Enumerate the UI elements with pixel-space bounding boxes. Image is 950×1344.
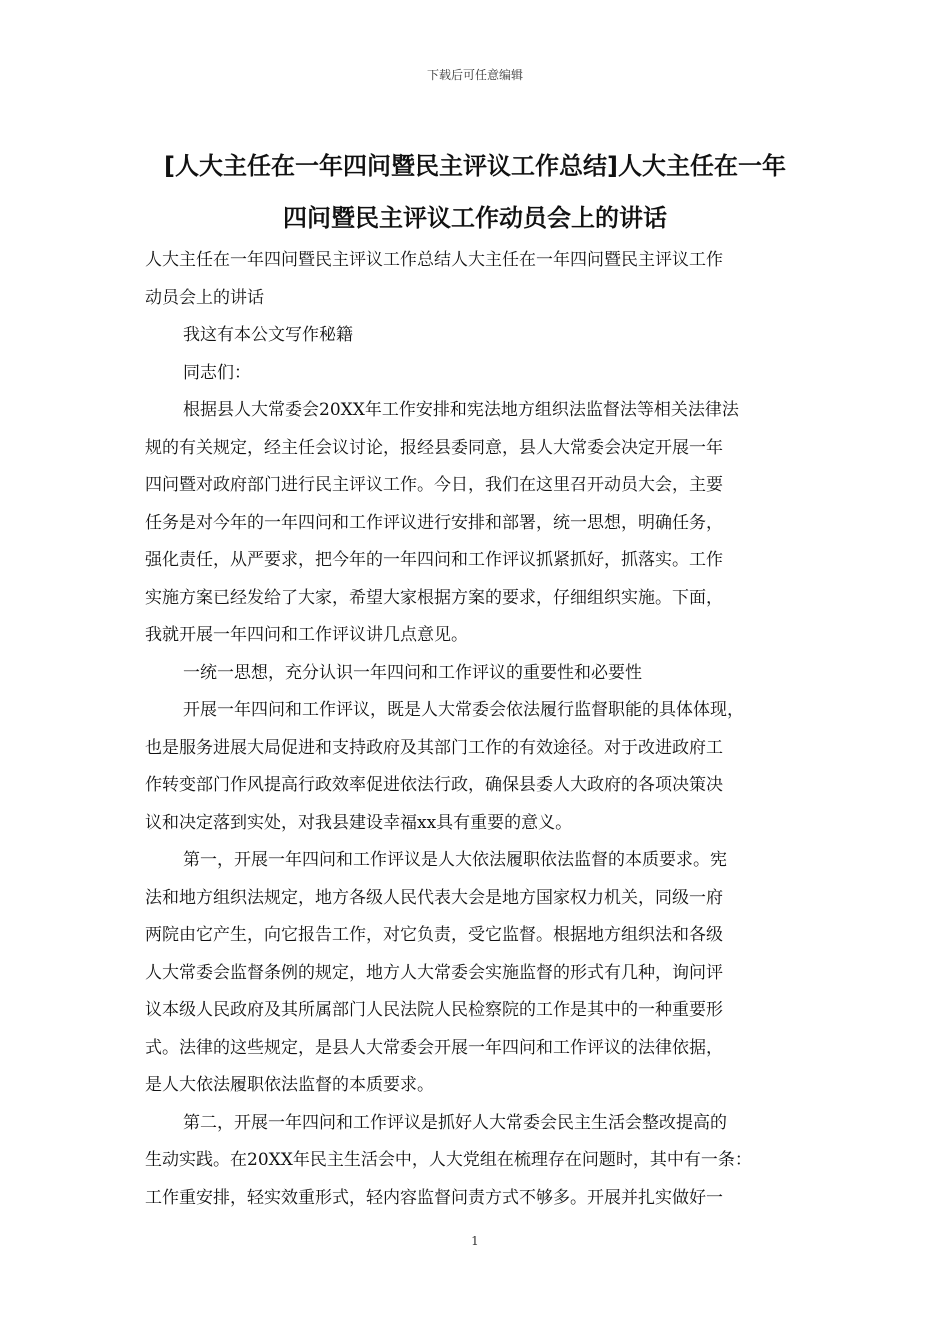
paragraph xyxy=(145,317,815,355)
paragraph xyxy=(145,392,815,655)
title-line: [人大主任在一年四问暨民主评议工作总结]人大主任在一年 xyxy=(164,152,786,180)
text-line: 人大主任在一年四问暨民主评议工作总结人大主任在一年四问暨民主评议工作 xyxy=(145,250,723,270)
text-line: 同志们： xyxy=(183,362,251,383)
text-line: 议本级人民政府及其所属部门人民法院人民检察院的工作是其中的一种重要形 xyxy=(145,1000,723,1020)
text-line: 议和决定落到实处，对我县建设幸福xx具有重要的意义。 xyxy=(145,812,573,833)
text-line: 我就开展一年四问和工作评议讲几点意见。 xyxy=(145,625,468,645)
text-line: 强化责任，从严要求，把今年的一年四问和工作评议抓紧抓好，抓落实。工作 xyxy=(145,550,723,570)
text-line: 四问暨对政府部门进行民主评议工作。今日，我们在这里召开动员大会，主要 xyxy=(145,475,723,495)
text-line: 式。法律的这些规定，是县人大常委会开展一年四问和工作评议的法律依据， xyxy=(145,1037,723,1058)
paragraph xyxy=(145,355,815,393)
text-line: 第一，开展一年四问和工作评议是人大依法履职依法监督的本质要求。宪 xyxy=(183,850,727,870)
text-line: 也是服务进展大局促进和支持政府及其部门工作的有效途径。对于改进政府工 xyxy=(145,737,723,758)
text-line: 法和地方组织法规定，地方各级人民代表大会是地方国家权力机关，同级一府 xyxy=(145,887,723,908)
text-line: 人大常委会监督条例的规定，地方人大常委会实施监督的形式有几种，询问评 xyxy=(145,962,723,983)
text-line: 生动实践。在20XX年民主生活会中，人大党组在梳理存在问题时，其中有一条： xyxy=(145,1150,752,1170)
text-line: 我这有本公文写作秘籍 xyxy=(183,325,353,345)
text-line: 实施方案已经发给了大家，希望大家根据方案的要求，仔细组织实施。下面， xyxy=(145,587,723,608)
text-line: 工作重安排，轻实效重形式，轻内容监督问责方式不够多。开展并扎实做好一 xyxy=(145,1187,723,1208)
paragraph xyxy=(145,692,815,842)
paragraph xyxy=(145,842,815,1105)
text-line: 任务是对今年的一年四问和工作评议进行安排和部署，统一思想，明确任务， xyxy=(145,512,723,533)
title-line: 四问暨民主评议工作动员会上的讲话 xyxy=(283,204,667,232)
text-line: 一统一思想，充分认识一年四问和工作评议的重要性和必要性 xyxy=(183,662,642,683)
text-line: 开展一年四问和工作评议，既是人大常委会依法履行监督职能的具体体现， xyxy=(183,700,744,720)
text-line: 第二，开展一年四问和工作评议是抓好人大常委会民主生活会整改提高的 xyxy=(183,1112,727,1133)
text-line: 两院由它产生，向它报告工作，对它负责，受它监督。根据地方组织法和各级 xyxy=(145,925,723,945)
document-title xyxy=(140,140,810,244)
paragraph xyxy=(145,1105,815,1218)
text-line: 根据县人大常委会20XX年工作安排和宪法地方组织法监督法等相关法律法 xyxy=(183,400,739,420)
text-line: 动员会上的讲话 xyxy=(145,287,264,308)
document-body xyxy=(145,242,815,1217)
text-line: 规的有关规定，经主任会议讨论，报经县委同意，县人大常委会决定开展一年 xyxy=(145,437,723,458)
header-note: 下载后可任意编辑 xyxy=(426,68,523,82)
page-number: 1 xyxy=(471,1234,479,1248)
paragraph xyxy=(145,242,815,317)
text-line: 是人大依法履职依法监督的本质要求。 xyxy=(145,1075,434,1095)
text-line: 作转变部门作风提高行政效率促进依法行政，确保县委人大政府的各项决策决 xyxy=(145,775,723,795)
paragraph xyxy=(145,655,815,693)
